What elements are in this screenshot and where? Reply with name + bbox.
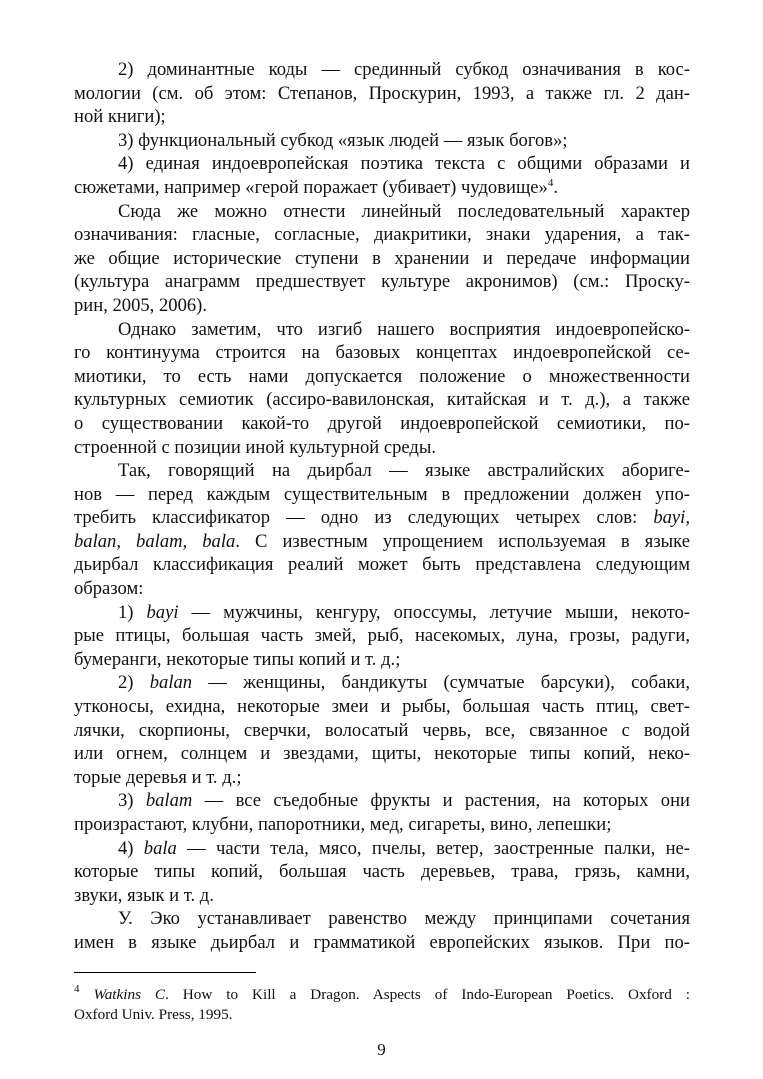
text-run: 3) xyxy=(118,790,146,812)
text-run: го континуума строится на базовых концептах индоевропейской се- xyxy=(74,342,690,364)
text-line xyxy=(74,176,690,200)
text-run: требить классификатор — одно из следующих четырех слов: xyxy=(74,507,654,529)
text-run: культурных семиотик (ассиро-вавилонская, китайская и т. д.), а также xyxy=(74,389,690,411)
text-run: торые деревья и т. д.; xyxy=(74,766,242,788)
text-run: означивания: гласные, согласные, диакритики, знаки ударения, а так- xyxy=(74,224,690,246)
text-run: — части тела, мясо, пчелы, ветер, заостренные палки, не- xyxy=(176,837,691,859)
italic-term: balan, balam, bala xyxy=(74,530,236,552)
text-line xyxy=(74,695,690,719)
text-run: Так, говорящий на дьирбал — языке австралийских абориге- xyxy=(118,460,690,482)
text-line xyxy=(74,884,690,908)
text-line xyxy=(74,200,690,224)
text-line xyxy=(74,671,690,695)
italic-term: Watkins C xyxy=(93,986,166,1003)
text-run: имен в языке дьирбал и грамматикой европейских языков. При по- xyxy=(74,931,690,953)
text-run: Сюда же можно отнести линейный последовательный характер xyxy=(118,200,690,222)
text-run: 3) функциональный субкод «язык людей — язык богов»; xyxy=(118,129,568,151)
page-number: 9 xyxy=(377,1040,386,1059)
text-run: которые типы копий, большая часть деревьев, трава, грязь, камни, xyxy=(74,861,690,883)
text-run: или огнем, солнцем и звездами, щиты, некоторые типы копий, неко- xyxy=(74,743,690,765)
text-run: нов — перед каждым существительным в предложении должен упо- xyxy=(74,483,690,505)
text-run: произрастают, клубни, папоротники, мед, сигареты, вино, лепешки; xyxy=(74,814,612,835)
text-line xyxy=(74,365,690,389)
text-run: звуки, язык и т. д. xyxy=(74,884,214,906)
text-line xyxy=(74,813,690,837)
text-line xyxy=(74,742,690,766)
text-run: (культура анаграмм предшествует культуре акронимов) (см.: Проску- xyxy=(74,271,690,293)
text-run: У. Эко устанавливает равенство между принципами сочетания xyxy=(118,908,690,930)
text-line xyxy=(74,412,690,436)
text-run: 1) xyxy=(118,601,147,623)
italic-term: balan xyxy=(149,672,193,694)
text-line xyxy=(74,648,690,672)
text-line xyxy=(74,459,690,483)
text-line xyxy=(74,247,690,271)
text-line xyxy=(74,341,690,365)
text-line xyxy=(74,436,690,460)
text-run: образом: xyxy=(74,578,144,600)
text-line xyxy=(74,82,690,106)
italic-term: bayi xyxy=(146,601,179,623)
text-line xyxy=(74,483,690,507)
text-run: 2) доминантные коды — срединный субкод означивания в кос- xyxy=(118,59,690,80)
italic-term: balam xyxy=(145,790,193,812)
text-line xyxy=(74,506,690,530)
text-run: утконосы, ехидна, некоторые змеи и рыбы, большая часть птиц, свет- xyxy=(74,696,690,718)
text-line xyxy=(74,931,690,955)
footnote-marker: 4 xyxy=(547,176,554,189)
text-line xyxy=(74,553,690,577)
text-run: строенной с позиции иной культурной среды. xyxy=(74,436,436,458)
footnote-line xyxy=(74,1005,690,1025)
text-run: дьирбал классификация реалий может быть представлена следующим xyxy=(74,554,690,576)
text-line xyxy=(74,719,690,743)
text-run: рые птицы, большая часть змей, рыб, насекомых, луна, грозы, радуги, xyxy=(74,625,690,647)
text-run: ной книги); xyxy=(74,106,166,128)
text-run: . xyxy=(553,176,558,198)
text-line xyxy=(74,789,690,813)
text-line xyxy=(74,860,690,884)
text-run: . How to Kill a Dragon. Aspects of Indo-European Poetics. Oxford : xyxy=(165,986,691,1003)
text-run: мологии (см. об этом: Степанов, Проскурин, 1993, а также гл. 2 дан- xyxy=(74,82,690,104)
text-run: Однако заметим, что изгиб нашего восприятия индоевропейско- xyxy=(118,318,690,340)
text-run: о существовании какой-то другой индоевропейской семиотики, по- xyxy=(74,412,690,434)
text-run: лячки, скорпионы, сверчки, волосатый червь, все, связанное с водой xyxy=(74,719,690,741)
text-line xyxy=(74,223,690,247)
text-run: — все съедобные фрукты и растения, на которых они xyxy=(192,790,690,812)
text-line xyxy=(74,577,690,601)
text-run: Oxford Univ. Press, 1995. xyxy=(74,1006,233,1023)
text-run: рин, 2005, 2006). xyxy=(74,294,208,316)
text-line xyxy=(74,601,690,625)
text-run: 2) xyxy=(118,672,150,694)
text-line xyxy=(74,105,690,129)
italic-term: bayi, xyxy=(653,507,690,529)
text-run: — мужчины, кенгуру, опоссумы, летучие мыши, некото- xyxy=(178,601,690,623)
text-line xyxy=(74,58,690,82)
text-run xyxy=(80,986,94,1003)
text-line xyxy=(74,152,690,176)
text-line xyxy=(74,388,690,412)
text-line xyxy=(74,530,690,554)
text-line xyxy=(74,129,690,153)
italic-term: bala xyxy=(143,837,177,859)
text-run: сюжетами, например «герой поражает (убивает) чудовище» xyxy=(74,176,548,198)
text-run: — женщины, бандикуты (сумчатые барсуки), собаки, xyxy=(192,672,690,694)
text-run: . С известным упрощением используемая в языке xyxy=(235,530,690,552)
text-run: 4) xyxy=(118,837,144,859)
text-run: 4) единая индоевропейская поэтика текста с общими образами и xyxy=(118,153,690,175)
body-text xyxy=(74,58,690,955)
footnote-line xyxy=(74,985,690,1005)
footnote xyxy=(74,985,690,1025)
text-run: миотики, то есть нами допускается положение о множественности xyxy=(74,365,690,387)
text-run: же общие исторические ступени в хранении и передаче информации xyxy=(74,247,690,269)
text-line xyxy=(74,766,690,790)
text-line xyxy=(74,318,690,342)
text-line xyxy=(74,624,690,648)
text-line xyxy=(74,294,690,318)
text-run: бумеранги, некоторые типы копий и т. д.; xyxy=(74,648,401,670)
text-line xyxy=(74,837,690,861)
text-line xyxy=(74,270,690,294)
footnote-marker: 4 xyxy=(74,983,80,995)
footnote-separator xyxy=(74,972,256,973)
text-line xyxy=(74,907,690,931)
